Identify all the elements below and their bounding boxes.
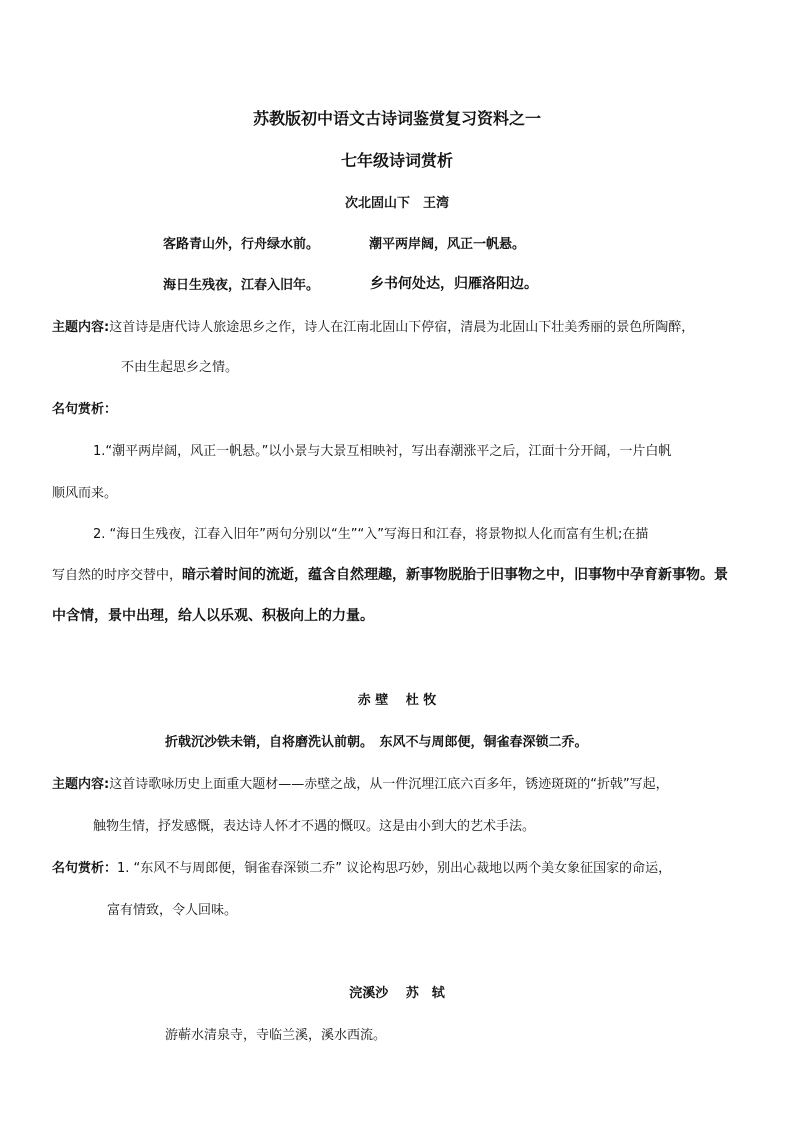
poem1-note1: 1.“潮平两岸阔，风正一帆悬。”以小景与大景互相映衬，写出春潮涨平之后，江面十分开阔，一片白帆 — [93, 444, 672, 459]
poem1-line2b: 乡书何处达，归雁洛阳边。 — [370, 276, 538, 292]
poem1-note2-end: 中含情，景中出理，给人以乐观、积极向上的力量。 — [52, 608, 374, 624]
poem1-famous-label: 名句赏析： — [52, 402, 118, 417]
theme-label: 主题内容: — [52, 320, 110, 335]
theme-label: 主题内容: — [52, 777, 110, 792]
poem1-note1-cont: 顺风而来。 — [52, 486, 118, 501]
poem1-line1b: 潮平两岸阔，风正一帆悬。 — [369, 237, 526, 252]
document-title: 苏教版初中语文古诗词鉴赏复习资料之一 — [252, 109, 541, 128]
poem1-note2-cont — [52, 564, 728, 584]
poem2-theme-cont: 触物生情，抒发感慨，表达诗人怀才不遇的慨叹。这是由小到大的艺术手法。 — [93, 819, 536, 834]
theme-text: 这首诗歌咏历史上面重大题材——赤壁之战，从一件沉埋江底六百多年，锈迹斑斑的“折戟”写起， — [109, 777, 669, 792]
poem1-line1a: 客路青山外，行舟绿水前。 — [163, 237, 320, 252]
poem2-theme — [52, 773, 669, 792]
famous-label: 名句赏析： — [52, 861, 118, 876]
poem2-line1: 折戟沉沙铁未销，自将磨洗认前朝。 东风不与周郎便，铜雀春深锁二乔。 — [165, 735, 588, 750]
theme-text: 这首诗是唐代诗人旅途思乡之作，诗人在江南北固山下停宿，清晨为北固山下壮美秀丽的景色所陶醉， — [109, 320, 695, 335]
poem2-famous — [52, 857, 671, 876]
poem2-famous-cont: 富有情致，令人回味。 — [107, 903, 238, 918]
famous-text: 1. “东风不与周郎便，铜雀春深锁二乔” 议论构思巧妙，别出心裁地以两个美女象征国家的命运， — [117, 861, 672, 876]
poem1-theme — [52, 316, 694, 335]
poem3-heading: 浣溪沙 苏 轼 — [349, 986, 445, 1001]
poem1-theme-cont: 不由生起思乡之情。 — [121, 360, 239, 375]
poem1-heading: 次北固山下 王湾 — [344, 196, 449, 211]
note2-bold: 暗示着时间的流逝，蕴含自然理趣，新事物脱胎于旧事物之中，旧事物中孕育新事物。景 — [182, 567, 729, 583]
poem2-heading: 赤 壁 杜 牧 — [357, 693, 437, 708]
poem1-line2a: 海日生残夜，江春入旧年。 — [163, 278, 320, 293]
note2-plain: 写自然的时序交替中， — [52, 568, 183, 583]
poem3-line1: 游蕲水清泉寺，寺临兰溪，溪水西流。 — [165, 1028, 387, 1043]
document-subtitle: 七年级诗词赏析 — [340, 151, 453, 170]
poem1-note2: 2. “海日生残夜，江春入旧年”两句分别以“生”“入”写海日和江春，将景物拟人化而富有生机;在描 — [93, 527, 649, 542]
